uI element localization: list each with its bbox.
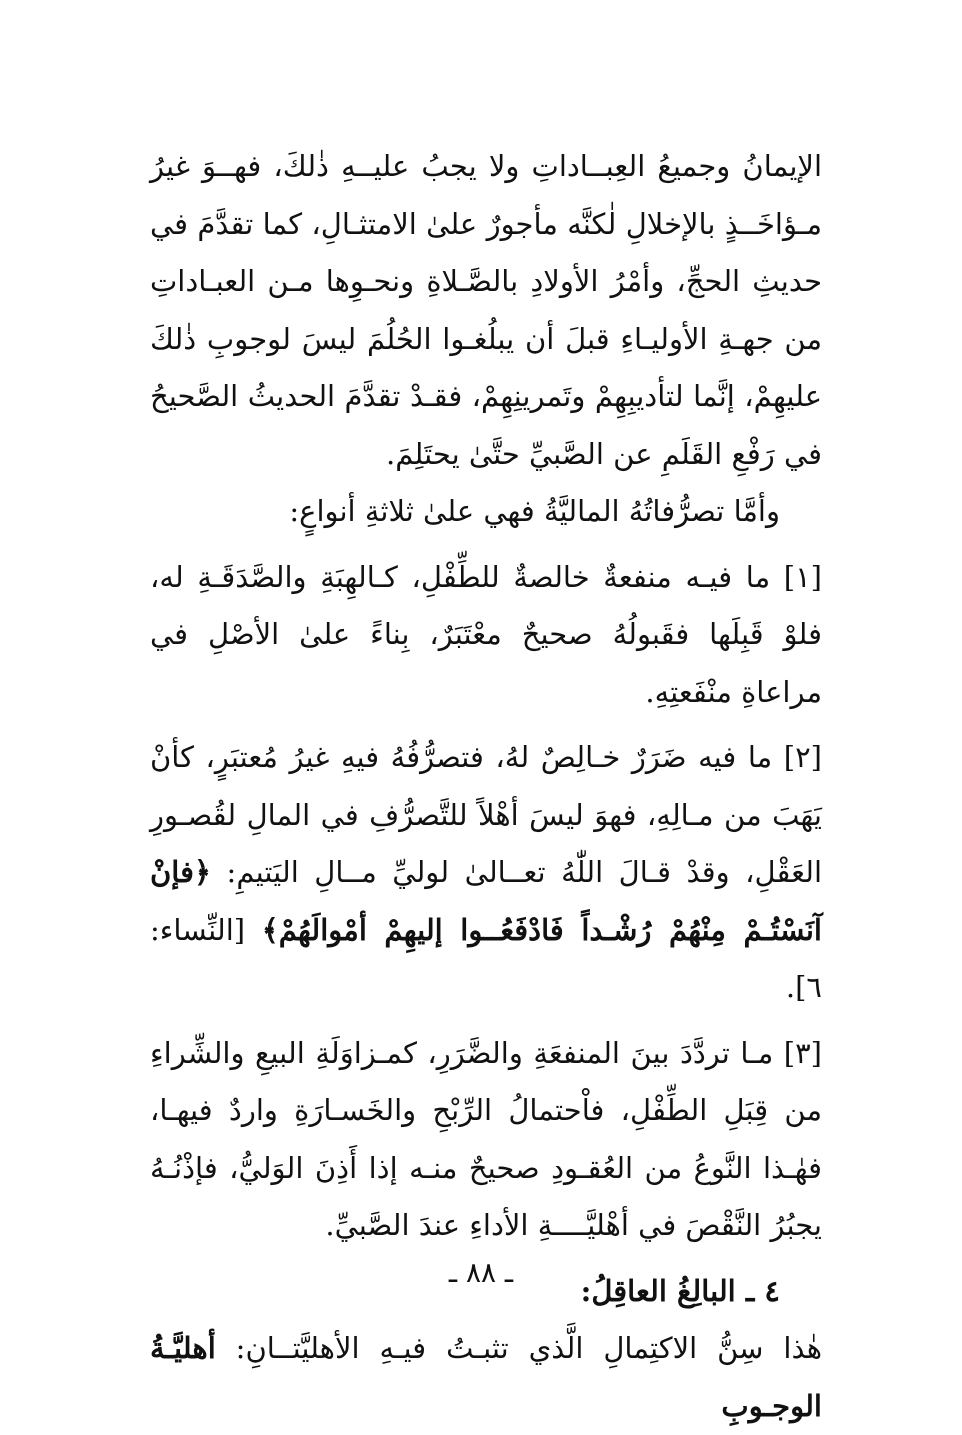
paragraph-type-1: [١] ما فيـه منفعةٌ خالصةٌ للطِّفْلِ، كـالهِبَةِ والصَّدَقَـةِ له، فلوْ قَبِلَها فقَبولُهُ صحيحٌ معْتَبَرٌ، بِناءً علىٰ الأصْلِ في مراعاةِ منْفَعتِهِ. xyxy=(150,559,822,709)
paragraph-type-2-text: [٢] ما فيه ضَرَرٌ خـالِصٌ لهُ، فتصرُّفُهُ فيهِ غيرُ مُعتبَرٍ، كأنْ يَهَبَ من مـالِهِ، فهوَ ليسَ أهْلاً للتَّصرُّفِ في المالِ لقُصـورِ العَقْلِ، وقدْ قـالَ اللّٰهُ تعــالىٰ لوليِّ مــالِ اليَتيمِ: xyxy=(150,740,822,889)
verse-reference: [النِّساء: ٦]. xyxy=(150,912,822,1004)
paragraph-2: وأمَّا تصرُّفاتُهُ الماليَّةُ فهي علىٰ ثلاثةِ أنواعٍ: xyxy=(289,494,780,528)
page-body xyxy=(150,138,822,1435)
paragraph-1: الإيمانُ وجميعُ العِبــاداتِ ولا يجبُ عليــهِ ذٰلكَ، فهــوَ غيرُ مـؤاخَــذٍ بالإخلالِ لٰكنَّه مأجورٌ علىٰ الامتثـالِ، كما تقدَّمَ في حديثِ الحجِّ، وأمْرُ الأولادِ بالصَّـلاةِ ونحـوِها مـن العبـاداتِ من جهـةِ الأوليـاءِ قبلَ أن يبلُغـوا الحُلُمَ ليسَ لوجوبِ ذٰلكَ عليهِمْ، إنَّما لتأديبِهِمْ وتَمرينِهِمْ، فقـدْ تقدَّمَ الحديثُ الصَّحيحُ في رَفْعِ القَلَمِ عن الصَّبيِّ حتَّىٰ يحتَلِمَ. xyxy=(150,149,822,471)
page-number: ـ ٨٨ ـ xyxy=(448,1256,514,1289)
paragraph-last-bold: أهليَّـةُ الوجـوبِ xyxy=(150,1331,822,1423)
section-heading: ٤ ـ البالِغُ العاقِلُ: xyxy=(580,1273,780,1308)
paragraph-type-2 xyxy=(150,729,822,1017)
paragraph-type-3: [٣] مـا تردَّدَ بينَ المنفعَةِ والضَّرَرِ، كمـزاوَلَةِ البيعِ والشِّراءِ من قِبَلِ الطِّفْلِ، فاْحتمالُ الرِّبْحِ والخَسـارَةِ واردٌ فيهـا، فهٰـذا النَّوعُ من العُقـودِ صحيحٌ منـه إذا أَذِنَ الوَليُّ، فإذْنُـهُ يجبُرُ النَّقْصَ في أهْليَّــــةِ الأداءِ عندَ الصَّبيِّ. xyxy=(150,1035,822,1242)
paragraph-last xyxy=(150,1320,822,1435)
quran-verse: ﴿فإنْ آنَسْتُـمْ مِنْهُمْ رُشْـداً فَادْفَعُــوا إليهِمْ أمْوالَهُمْ﴾ xyxy=(150,855,822,947)
paragraph-last-text: هٰذا سِنُّ الاكتِمالِ الَّذي تثبـتُ فيـهِ الأهليَّتــانِ: xyxy=(215,1331,822,1365)
